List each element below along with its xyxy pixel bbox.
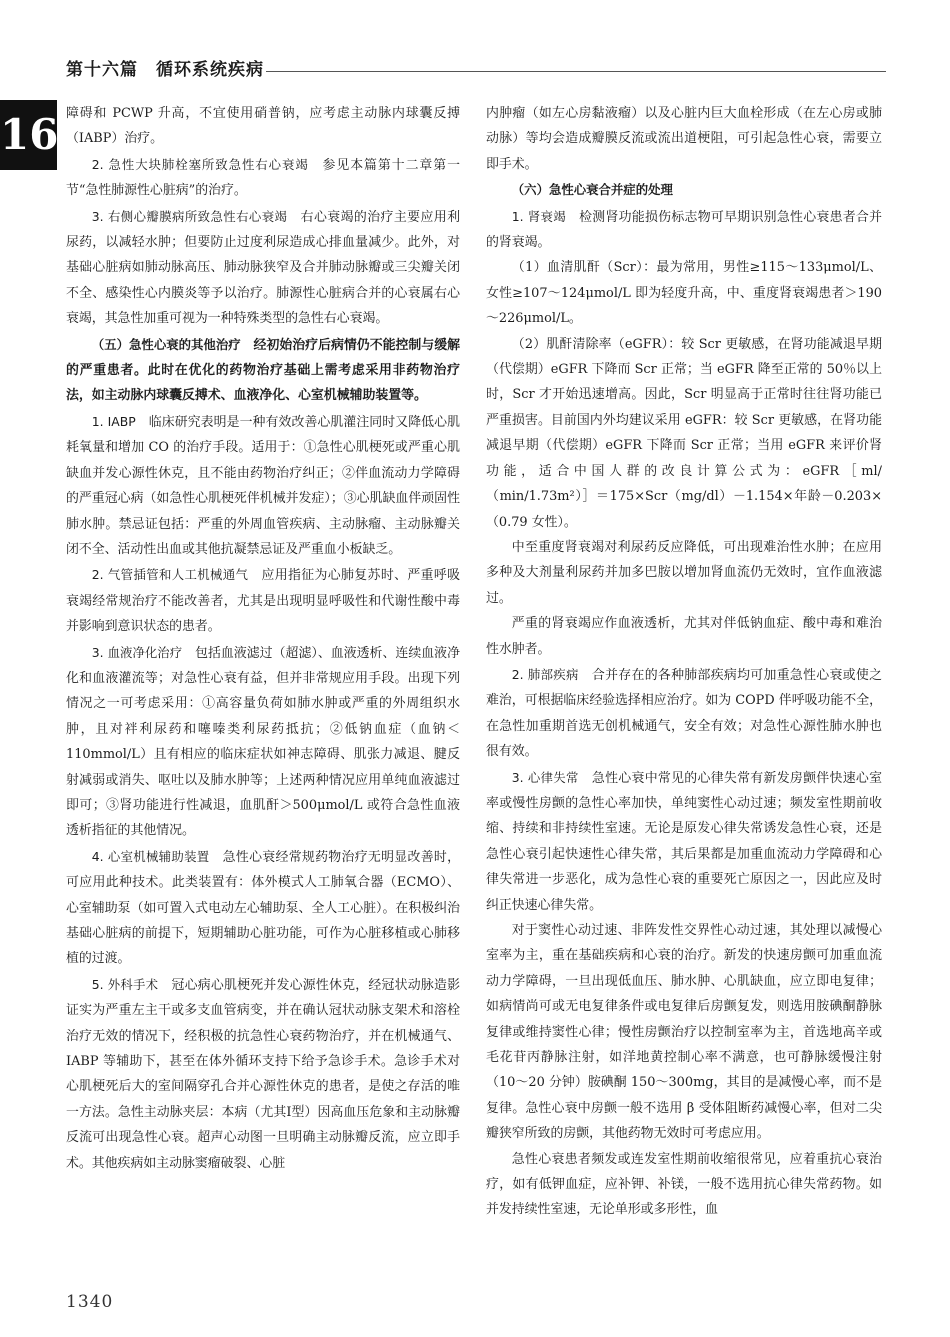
paragraph-text: 对于窦性心动过速、非阵发性交界性心动过速，其处理以减慢心室率为主，重在基础疾病和心衰的治疗。新发的快速房颤可加重血流动力学障碍，一旦出现低血压、肺水肿、心肌缺血，应立即电复律；如病情尚可或无电复律条件或电复律后房颤复发，则选用胺碘酮静脉复律或维持窦性心律；慢性房颤治疗以控制室率为主，首选地高辛或毛花苷丙静脉注射，如洋地黄控制心率不满意，也可静脉缓慢注射（10～20 分钟）胺碘酮 150～300mg，其目的是减慢心率，而不是复律。急性心衰中房颤一般不选用 β 受体阻断药减慢心率，但对二尖瓣狭窄所致的房颤，其他药物无效时可考虑应用。 bbox=[486, 923, 882, 1142]
paragraph bbox=[66, 972, 460, 1176]
paragraph-text: （2）肌酐清除率（eGFR）：较 Scr 更敏感，在肾功能减退早期（代偿期）eGFR 下降而 Scr 正常；当 eGFR 降至正常的 50％以上时，Scr 才开始迅速增高。因此，Scr 明显高于正常时往往肾功能已严重损害。目前国内外均建议采用 eGFR：较 Scr 更敏感，在肾功能减退早期（代偿期）eGFR 下降而 Scr 正常；当用 eGFR 来评价肾功能，适合中国人群的改良计算公式为：eGFR［ml/（min/1.73m²）］＝175×Scr（mg/dl）－1.154×年龄－0.203×（0.79 女性）。 bbox=[486, 336, 882, 530]
paragraph-text: 急性心衰患者频发或连发室性期前收缩很常见，应着重抗心衰治疗，如有低钾血症，应补钾、补镁，一般不选用抗心律失常药物。如并发持续性室速，无论单形或多形性，血 bbox=[486, 1151, 882, 1218]
paragraph bbox=[486, 765, 882, 918]
item-heading: 3. 血液净化治疗 bbox=[91, 644, 183, 660]
section-heading: （五）急性心衰的其他治疗 bbox=[91, 336, 241, 352]
paragraph-text: 急性心衰经常规药物治疗无明显改善时，可应用此种技术。此类装置有：体外模式人工肺氧合器（ECMO）、心室辅助泵（如可置入式电动左心辅助泵、全人工心脏）。在积极纠治基础心脏病的前提下，短期辅助心脏功能，可作为心脏移植或心肺移植的过渡。 bbox=[66, 849, 460, 967]
item-heading: 1. 肾衰竭 bbox=[511, 208, 566, 224]
paragraph-text: 参见本篇第十二章第一节“急性肺源性心脏病”的治疗。 bbox=[66, 157, 460, 199]
paragraph-text: 严重的肾衰竭应作血液透析，尤其对伴低钠血症、酸中毒和难治性水肿者。 bbox=[486, 616, 882, 657]
paragraph bbox=[66, 332, 460, 409]
paragraph-text: 右心衰竭的治疗主要应用利尿药，以减轻水肿；但要防止过度利尿造成心排血量减少。此外，对基础心脏病如肺动脉高压、肺动脉狭窄及合并肺动脉瓣或三尖瓣关闭不全、感染性心内膜炎等予以治疗。肺源性心脏病合并的心衰属右心衰竭，其急性加重可视为一种特殊类型的急性右心衰竭。 bbox=[66, 209, 460, 327]
paragraph-text: 应用指征为心肺复苏时、严重呼吸衰竭经常规治疗不能改善者，尤其是出现明显呼吸性和代谢性酸中毒并影响到意识状态的患者。 bbox=[66, 568, 460, 635]
item-heading: 4. 心室机械辅助装置 bbox=[91, 848, 210, 864]
paragraph bbox=[66, 152, 460, 204]
header-rule bbox=[266, 71, 886, 72]
chapter-tab: 16 bbox=[0, 100, 57, 170]
paragraph bbox=[486, 611, 882, 662]
paragraph bbox=[486, 662, 882, 765]
paragraph bbox=[486, 255, 882, 331]
paragraph-text: 临床研究表明是一种有效改善心肌灌注同时又降低心肌耗氧量和增加 CO 的治疗手段。适用于：①急性心肌梗死或严重心肌缺血并发心源性休克，且不能由药物治疗纠正；②伴血流动力学障碍的严重冠心病（如急性心肌梗死伴机械并发症）；③心肌缺血伴顽固性肺水肿。禁忌证包括：严重的外周血管疾病、主动脉瘤、主动脉瓣关闭不全、活动性出血或其他抗凝禁忌证及严重血小板缺乏。 bbox=[66, 414, 460, 557]
right-column bbox=[486, 101, 882, 1223]
header-title: 第十六篇 循环系统疾病 bbox=[66, 60, 264, 80]
page-number: 1340 bbox=[66, 1292, 114, 1312]
paragraph bbox=[486, 535, 882, 611]
left-column bbox=[66, 101, 460, 1176]
item-heading: 3. 右侧心瓣膜病所致急性右心衰竭 bbox=[91, 208, 288, 224]
item-heading: 5. 外科手术 bbox=[91, 976, 159, 992]
paragraph-text: 中至重度肾衰竭对利尿药反应降低，可出现难治性水肿；在应用多种及大剂量利尿药并加多巴胺以增加肾血流仍无效时，宜作血液滤过。 bbox=[486, 539, 882, 606]
item-heading: 1. IABP bbox=[91, 413, 136, 429]
paragraph bbox=[66, 409, 460, 562]
paragraph bbox=[66, 844, 460, 972]
paragraph bbox=[66, 101, 460, 152]
paragraph bbox=[486, 204, 882, 256]
paragraph-text: 合并存在的各种肺部疾病均可加重急性心衰或使之难治，可根据临床经验选择相应治疗。如为 COPD 伴呼吸功能不全，在急性加重期首选无创机械通气，安全有效；对急性心源性肺水肿也很有效。 bbox=[486, 667, 883, 760]
paragraph-text: 检测肾功能损伤标志物可早期识别急性心衰患者合并的肾衰竭。 bbox=[486, 209, 883, 251]
item-heading: 2. 急性大块肺栓塞所致急性右心衰竭 bbox=[91, 156, 309, 172]
paragraph bbox=[486, 177, 882, 203]
paragraph-text: 障碍和 PCWP 升高，不宜使用硝普钠，应考虑主动脉内球囊反搏（IABP）治疗。 bbox=[66, 106, 460, 147]
item-heading: 3. 心律失常 bbox=[511, 769, 579, 785]
running-header bbox=[66, 58, 886, 88]
paragraph bbox=[66, 640, 460, 844]
section-heading: （六）急性心衰合并症的处理 bbox=[511, 182, 673, 198]
paragraph bbox=[66, 562, 460, 639]
paragraph bbox=[486, 918, 882, 1147]
paragraph bbox=[486, 332, 882, 535]
paragraph bbox=[66, 204, 460, 332]
item-heading: 2. 气管插管和人工机械通气 bbox=[91, 567, 249, 583]
item-heading: 2. 肺部疾病 bbox=[511, 666, 579, 682]
paragraph bbox=[486, 101, 882, 177]
paragraph-text: 冠心病心肌梗死并发心源性休克，经冠状动脉造影证实为严重左主干或多支血管病变，并在确认冠状动脉支架术和溶栓治疗无效的情况下，经积极的抗急性心衰药物治疗，并在机械通气、IABP 等辅助下，甚至在体外循环支持下给予急诊手术。急诊手术对心肌梗死后大的室间隔穿孔合并心源性休克的患者，是使之存活的唯一方法。急性主动脉夹层：本病（尤其Ⅰ型）因高血压危象和主动脉瓣反流可出现急性心衰。超声心动图一旦明确主动脉瓣反流，应立即手术。其他疾病如主动脉窦瘤破裂、心脏 bbox=[66, 977, 461, 1171]
paragraph-text: 内肿瘤（如左心房黏液瘤）以及心脏内巨大血栓形成（在左心房或肺动脉）等均会造成瓣膜反流或流出道梗阻，可引起急性心衰，需要立即手术。 bbox=[486, 106, 882, 172]
paragraph-text: 经初始治疗后病情仍不能控制与缓解的严重患者。此时在优化的药物治疗基础上需考虑采用非药物治疗法，如主动脉内球囊反搏术、血液净化、心室机械辅助装置等。 bbox=[66, 337, 461, 404]
paragraph bbox=[486, 1147, 882, 1223]
paragraph-text: （1）血清肌酐（Scr）：最为常用，男性≥115～133μmol/L、女性≥107～124μmol/L 即为轻度升高，中、重度肾衰竭患者＞190～226μmol/L。 bbox=[486, 260, 882, 327]
paragraph-text: 包括血液滤过（超滤）、血液透析、连续血液净化和血液灌流等；对急性心衰有益，但并非常规应用手段。出现下列情况之一可考虑采用：①高容量负荷如肺水肿或严重的外周组织水肿，且对袢利尿药和噻嗪类利尿药抵抗；②低钠血症（血钠＜110mmol/L）且有相应的临床症状如神志障碍、肌张力减退、腱反射减弱或消失、呕吐以及肺水肿等；上述两种情况应用单纯血液滤过即可；③肾功能进行性减退，血肌酐＞500μmol/L 或符合急性血液透析指征的其他情况。 bbox=[66, 645, 460, 839]
paragraph-text: 急性心衰中常见的心律失常有新发房颤伴快速心室率或慢性房颤的急性心率加快，单纯窦性心动过速；频发室性期前收缩、持续和非持续性室速。无论是原发心律失常诱发急性心衰，还是急性心衰引起快速性心律失常，其后果都是加重血流动力学障碍和心律失常进一步恶化，成为急性心衰的重要死亡原因之一，因此应及时纠正快速心律失常。 bbox=[486, 770, 883, 913]
